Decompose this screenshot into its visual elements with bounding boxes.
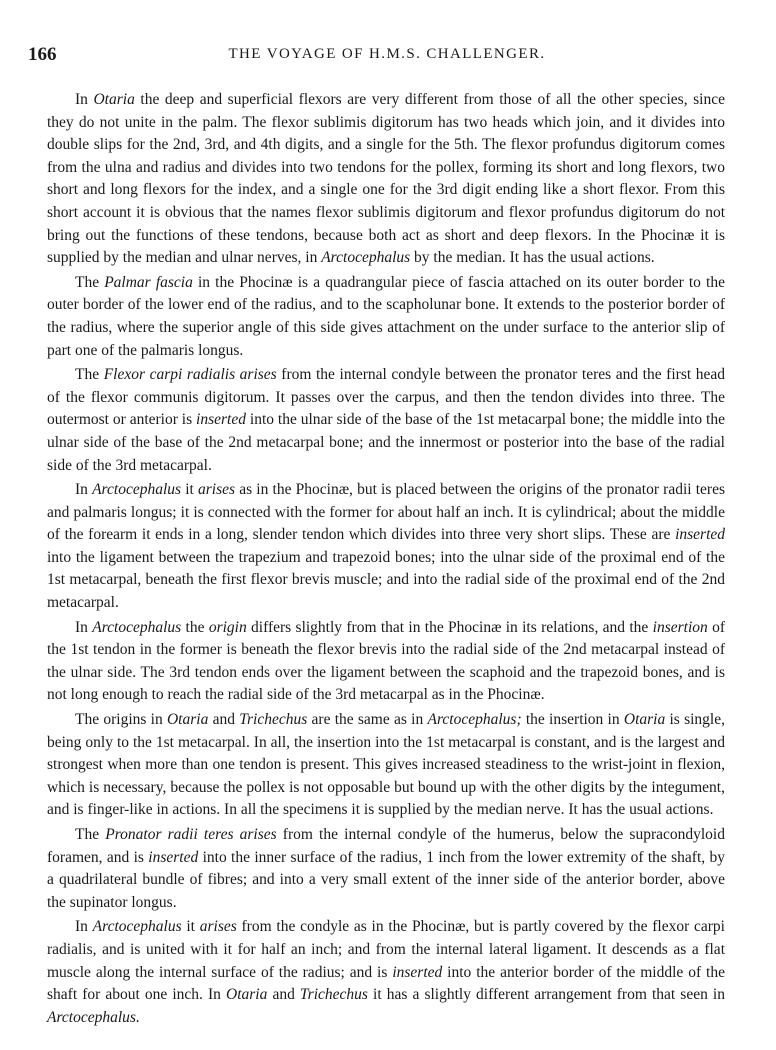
text-run: from the condyle as in the Phocinæ, but is partly covered by the flexor carpi radialis, and is united with it for half an inch; and from the internal lateral ligament. It descends as a flat muscle along the internal surface of the radius; and is (47, 918, 725, 981)
text-run: of the 1st tendon in the former is beneath the flexor brevis into the radial side of the 2nd metacarpal instead of the ulnar side. The 3rd tendon ends over the ligament between the scaphoid and the trapezoid bones, and is not long enough to reach the radial side of the 3rd metacarpal as in the Phocinæ. (47, 618, 726, 704)
text-run: as in the Phocinæ, but is placed between the origins of the pronator radii teres and palmaris longus; it is connected with the former for about half an inch. It is cylindrical; about the middle of the forearm it ends in a long, slender tendon which divides into three very short slips. These are (47, 481, 725, 544)
paragraph (47, 364, 725, 477)
italic-term: Trichechus (299, 986, 368, 1004)
italic-term: Otaria (226, 986, 268, 1004)
text-run: is single, being only to the 1st metacarpal. In all, the insertion into the 1st metacarpal is constant, and is the largest and strongest when more than one tendon is present. This gives increased steadiness to the wrist-joint in flexion, which is necessary, because the pollex is not opposable but bound up with the other digits by the integument, and is finger-like in actions. In all the specimens it is supplied by the median nerve. It has the usual actions. (47, 711, 725, 819)
text-run: the insertion in (521, 711, 624, 729)
running-head: THE VOYAGE OF H.M.S. CHALLENGER. (228, 46, 546, 62)
italic-term: arises (198, 481, 236, 499)
text-run: in the Phocinæ is a quadrangular piece of fascia attached on its outer border to the outer border of the lower end of the radius, and to the scapholunar bone. It extends to the posterior border of the radius, where the superior angle of this side gives attachment on the under surface to the anterior slip of part one of the palmaris longus. (47, 273, 725, 359)
italic-term: inserted (196, 411, 246, 429)
text-run: are the same as in (307, 711, 428, 729)
text-run: it (181, 918, 200, 936)
italic-term: inserted (392, 963, 443, 981)
text-run: The (75, 826, 106, 843)
page-header (28, 44, 746, 68)
italic-term: Arctocephalus. (47, 1008, 140, 1026)
text-run: the (181, 618, 209, 636)
italic-term: Arctocephalus; (427, 711, 522, 729)
text-run: it (181, 481, 199, 499)
text-run: and (208, 711, 240, 729)
text-run: The (75, 366, 104, 384)
text-run: into the anterior border of the middle of the shaft for about one inch. In (47, 963, 725, 1004)
paragraph (47, 89, 725, 270)
text-run: and (267, 986, 300, 1004)
italic-term: Arctocephalus (92, 618, 182, 636)
italic-term: Pronator radii teres arises (105, 826, 277, 843)
italic-term: Flexor carpi radialis arises (103, 366, 277, 384)
italic-term: arises (199, 918, 237, 936)
paragraph (47, 824, 725, 914)
text-run: by the median. It has the usual actions. (410, 249, 655, 267)
text-run: In (75, 918, 93, 936)
paragraph (47, 709, 725, 822)
page-number: 166 (28, 44, 57, 65)
text-run: In (75, 618, 93, 636)
italic-term: inserted (148, 848, 199, 866)
text-run: In (75, 91, 94, 108)
italic-term: Palmar fascia (104, 273, 193, 291)
paragraph (47, 272, 725, 362)
paragraph (47, 916, 725, 1029)
text-run: it has a slightly different arrangement from that seen in (367, 986, 725, 1004)
text-run: into the ligament between the trapezium and trapezoid bones; into the ulnar side of the proximal end of the 1st metacarpal, beneath the first flexor brevis muscle; and into the radial side of the proximal end of the 2nd metacarpal. (47, 548, 725, 612)
text-run: The (75, 273, 105, 291)
paragraph (47, 479, 725, 615)
italic-term: Otaria (623, 711, 666, 729)
italic-term: insertion (652, 618, 708, 636)
italic-term: origin (208, 618, 247, 636)
text-run: The origins in (75, 711, 167, 729)
text-run: into the ulnar side of the base of the 1st metacarpal bone; the middle into the ulnar side of the base of the 2nd metacarpal bone; and the innermost or posterior into the base of the radial side of the 3rd metacarpal. (47, 411, 725, 474)
italic-term: inserted (675, 526, 725, 544)
text-run: into the inner surface of the radius, 1 inch from the lower extremity of the shaft, by a quadrilateral bundle of fibres; and into a very small extent of the inner side of the anterior border, above the supinator longus. (47, 848, 725, 911)
italic-term: Arctocephalus (92, 481, 182, 499)
text-run: In (75, 481, 93, 499)
text-run: the deep and superficial flexors are very different from those of all the other species, since they do not unite in the palm. The flexor sublimis digitorum has two heads which join, and it divides into double slips for the 2nd, 3rd, and 4th digits, and a single for the 5th. The flexor profundus digitorum comes from the ulna and radius and divides into two tendons for the pollex, forming its short and long flexors, two short and long flexors for the index, and a single one for the 3rd digit ending like a short flexor. From this short account it is obvious that the names flexor sublimis digitorum and flexor profundus digitorum do not bring out the functions of these tendons, because both act as short and deep flexors. In the Phocinæ it is supplied by the median and ulnar nerves, in (47, 91, 725, 267)
text-run: from the internal condyle of the humerus, below the supracondyloid foramen, and is (47, 826, 725, 866)
italic-term: Trichechus (239, 711, 308, 729)
italic-term: Otaria (166, 711, 209, 729)
italic-term: Arctocephalus (321, 249, 411, 267)
text-run: from the internal condyle between the pronator teres and the first head of the flexor communis digitorum. It passes over the carpus, and then the tendon divides into three. The outermost or anterior is (47, 366, 725, 429)
italic-term: Otaria (93, 91, 135, 108)
body-text (47, 89, 725, 1031)
text-run: differs slightly from that in the Phocinæ in its relations, and the (246, 618, 653, 636)
paragraph (47, 617, 725, 707)
italic-term: Arctocephalus (92, 918, 182, 936)
